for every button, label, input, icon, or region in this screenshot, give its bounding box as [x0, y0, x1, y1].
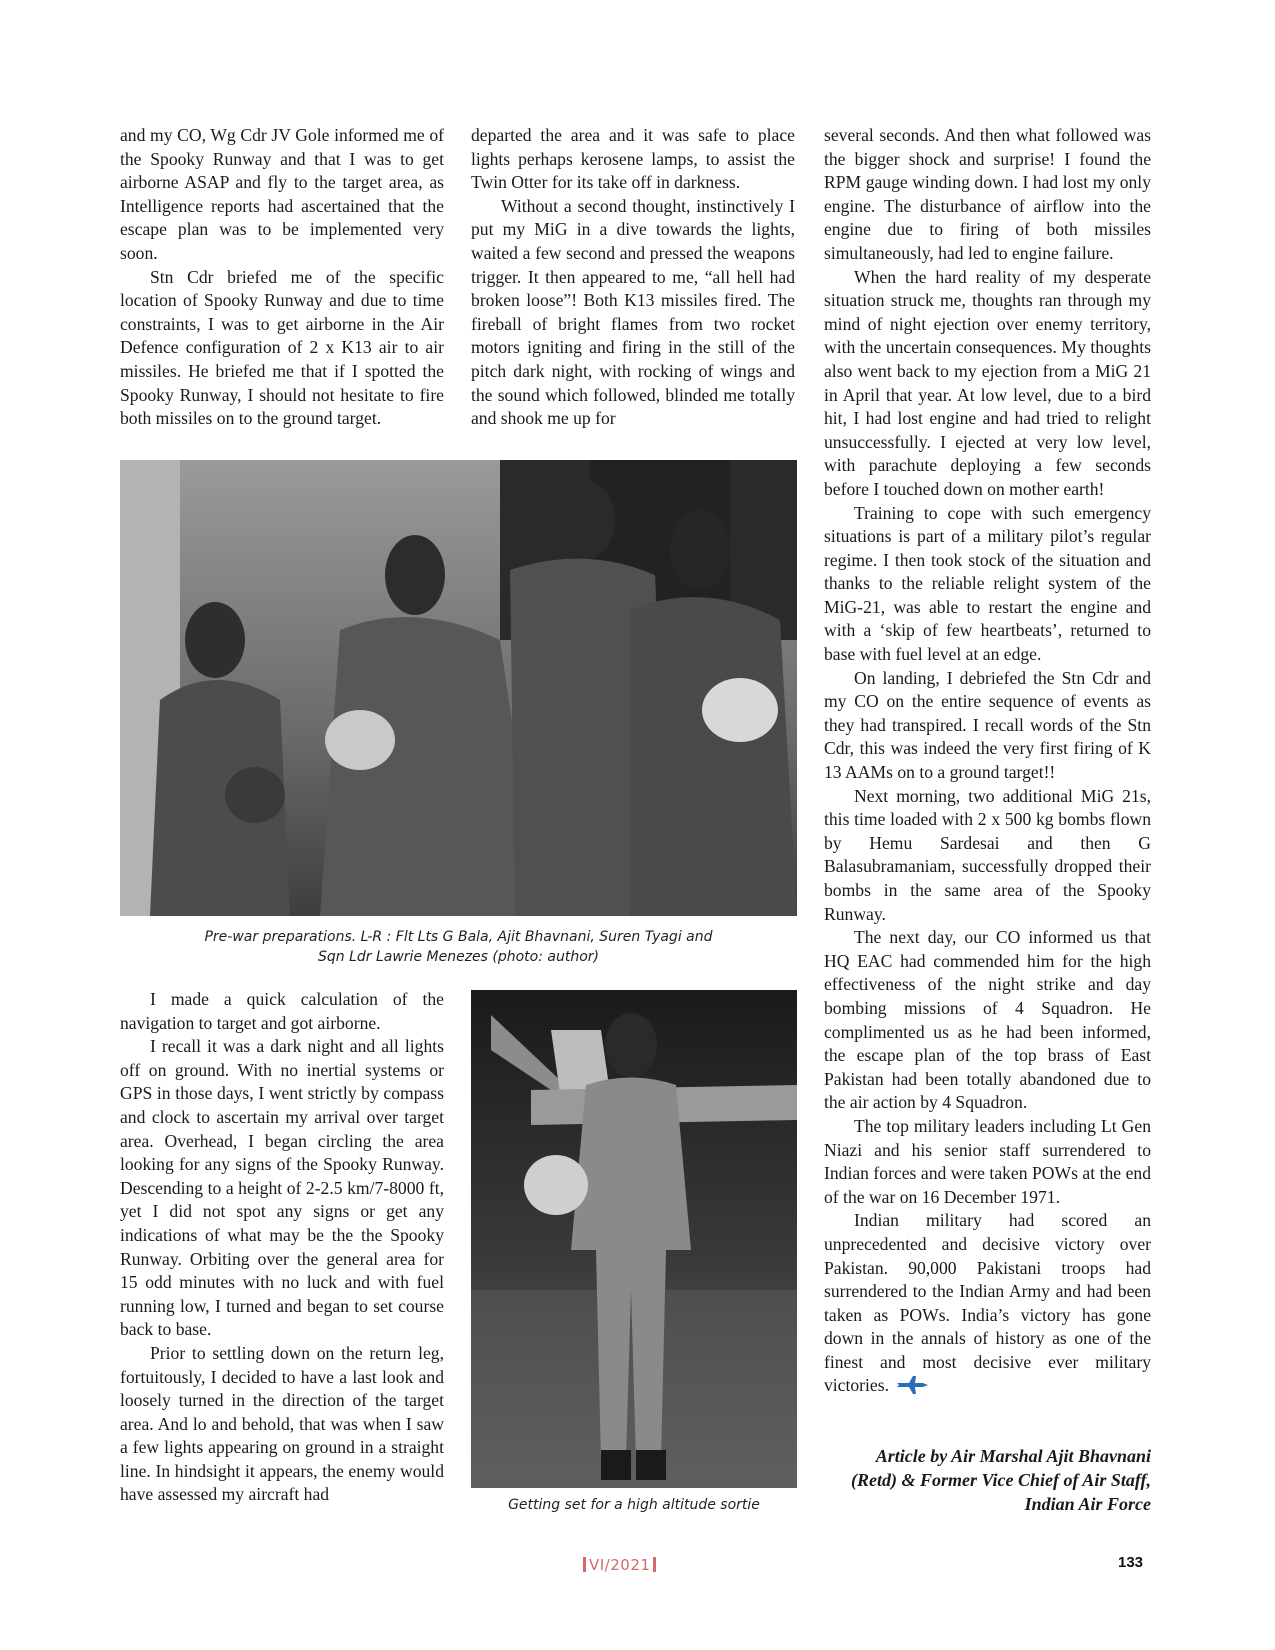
paragraph: When the hard reality of my desperate situation struck me, thoughts ran through my mind of night ejection over enemy territory, with the uncertain consequences. My thoughts also went back to my ejection from a MiG 21 in April that year. At low level, due to a bird hit, I had lost engine and had tried to relight unsuccessfully. I ejected at very low level, with parachute deploying a few seconds before I touched down on mother earth! — [824, 266, 1151, 499]
byline-line: Article by Air Marshal Ajit Bhavnani — [875, 1446, 1151, 1466]
group-photo-caption — [120, 927, 797, 967]
byline-line: Indian Air Force — [1024, 1494, 1151, 1514]
paragraph: Prior to settling down on the return leg, fortuitously, I decided to have a last look and loosely turned in the direction of the target area. And lo and behold, that was when I saw a few lights appearing on ground in a straight line. In hindsight it appears, the enemy would have assessed my aircraft had — [120, 1342, 444, 1505]
bar-icon — [583, 1557, 586, 1572]
fighter-jet-icon — [895, 1374, 929, 1396]
page-number: 133 — [1118, 1554, 1144, 1571]
paragraph: Stn Cdr briefed me of the specific location of Spooky Runway and due to time constraints, I was to get airborne in the Air Defence configuration of 2 x K13 air to air missiles. He briefed me that if I spotted the Spooky Runway, I should not hesitate to fire both missiles on to the ground target. — [120, 266, 444, 429]
issue-text: VI/2021 — [589, 1556, 651, 1574]
column-3 — [824, 124, 1151, 1398]
paragraph: and my CO, Wg Cdr JV Gole informed me of the Spooky Runway and that I was to get airborne ASAP and fly to the target area, as Intelligence reports had ascertained that the escape plan was to be implemented very soon. — [120, 125, 444, 263]
issue-label — [580, 1556, 659, 1574]
paragraph: On landing, I debriefed the Stn Cdr and my CO on the entire sequence of events as they had transpired. I recall words of the Stn Cdr, this was indeed the very first firing of K 13 AAMs on to a ground target!! — [824, 667, 1151, 783]
group-photo — [120, 460, 797, 916]
byline-line: (Retd) & Former Vice Chief of Air Staff, — [851, 1470, 1151, 1490]
caption-line: Pre-war preparations. L-R : Flt Lts G Bala, Ajit Bhavnani, Suren Tyagi and — [204, 929, 713, 945]
paragraph: Without a second thought, instinctively I put my MiG in a dive towards the lights, waited a few second and pressed the weapons trigger. It then appeared to me, “all hell had broken loose”! Both K13 missiles fired. The fireball of bright flames from two rocket motors igniting and firing in the still of the pitch dark night, with rocking of wings and the sound which followed, blinded me totally and shook me up for — [471, 195, 795, 429]
article-byline — [800, 1444, 1151, 1516]
bar-icon — [653, 1557, 656, 1572]
paragraph-final — [824, 1209, 1151, 1398]
paragraph: The next day, our CO informed us that HQ EAC had commended him for the high effectiveness of the night strike and day bombing missions of 4 Squadron. He complimented us as he had been informed, the escape plan of the top brass of East Pakistan had been totally abandoned due to the air action by 4 Squadron. — [824, 927, 1151, 1113]
paragraph: I recall it was a dark night and all lights off on ground. With no inertial systems or GPS in those days, I went strictly by compass and clock to ascertain my arrival over target area. Overhead, I began circling the area looking for any signs of the Spooky Runway. Descending to a height of 2-2.5 km/7-8000 ft, yet I did not spot any signs or get any indications of what may be the the Spooky Runway. Orbiting over the general area for 15 odd minutes with no luck and with fuel running low, I turned and began to set course back to base. — [120, 1036, 444, 1340]
paragraph: departed the area and it was safe to place lights perhaps kerosene lamps, to assist the Twin Otter for its take off in darkness. — [471, 125, 795, 193]
column-1-bottom — [120, 988, 444, 1507]
column-2-top — [471, 124, 795, 431]
paragraph: several seconds. And then what followed was the bigger shock and surprise! I found the RPM gauge winding down. I had lost my only engine. The disturbance of airflow into the engine due to firing of both missiles simultaneously, had led to engine failure. — [824, 125, 1151, 263]
solo-photo-caption: Getting set for a high altitude sortie — [508, 1497, 760, 1513]
solo-pilot-photo — [471, 990, 797, 1488]
paragraph: Training to cope with such emergency situations is part of a military pilot’s regular regime. I then took stock of the situation and thanks to the reliable relight system of the MiG-21, was able to restart the engine and with a ‘skip of few heartbeats’, returned to base with fuel level at an edge. — [824, 502, 1151, 665]
caption-line: Sqn Ldr Lawrie Menezes (photo: author) — [317, 949, 600, 965]
column-1-top — [120, 124, 444, 431]
paragraph: I made a quick calculation of the navigation to target and got airborne. — [120, 989, 444, 1033]
paragraph: Next morning, two additional MiG 21s, this time loaded with 2 x 500 kg bombs flown by Hemu Sardesai and then G Balasubramaniam, successfully dropped their bombs in the same area of the Spooky Runway. — [824, 785, 1151, 924]
paragraph: The top military leaders including Lt Gen Niazi and his senior staff surrendered to Indian forces and were taken POWs at the end of the war on 16 December 1971. — [824, 1115, 1151, 1207]
paragraph-final-text: Indian military had scored an unprecedented and decisive victory over Pakistan. 90,000 Pakistani troops had surrendered to the Indian Army and had been taken as POWs. India’s victory has gone down in the annals of history as one of the finest and most decisive ever military victories. — [824, 1210, 1151, 1396]
